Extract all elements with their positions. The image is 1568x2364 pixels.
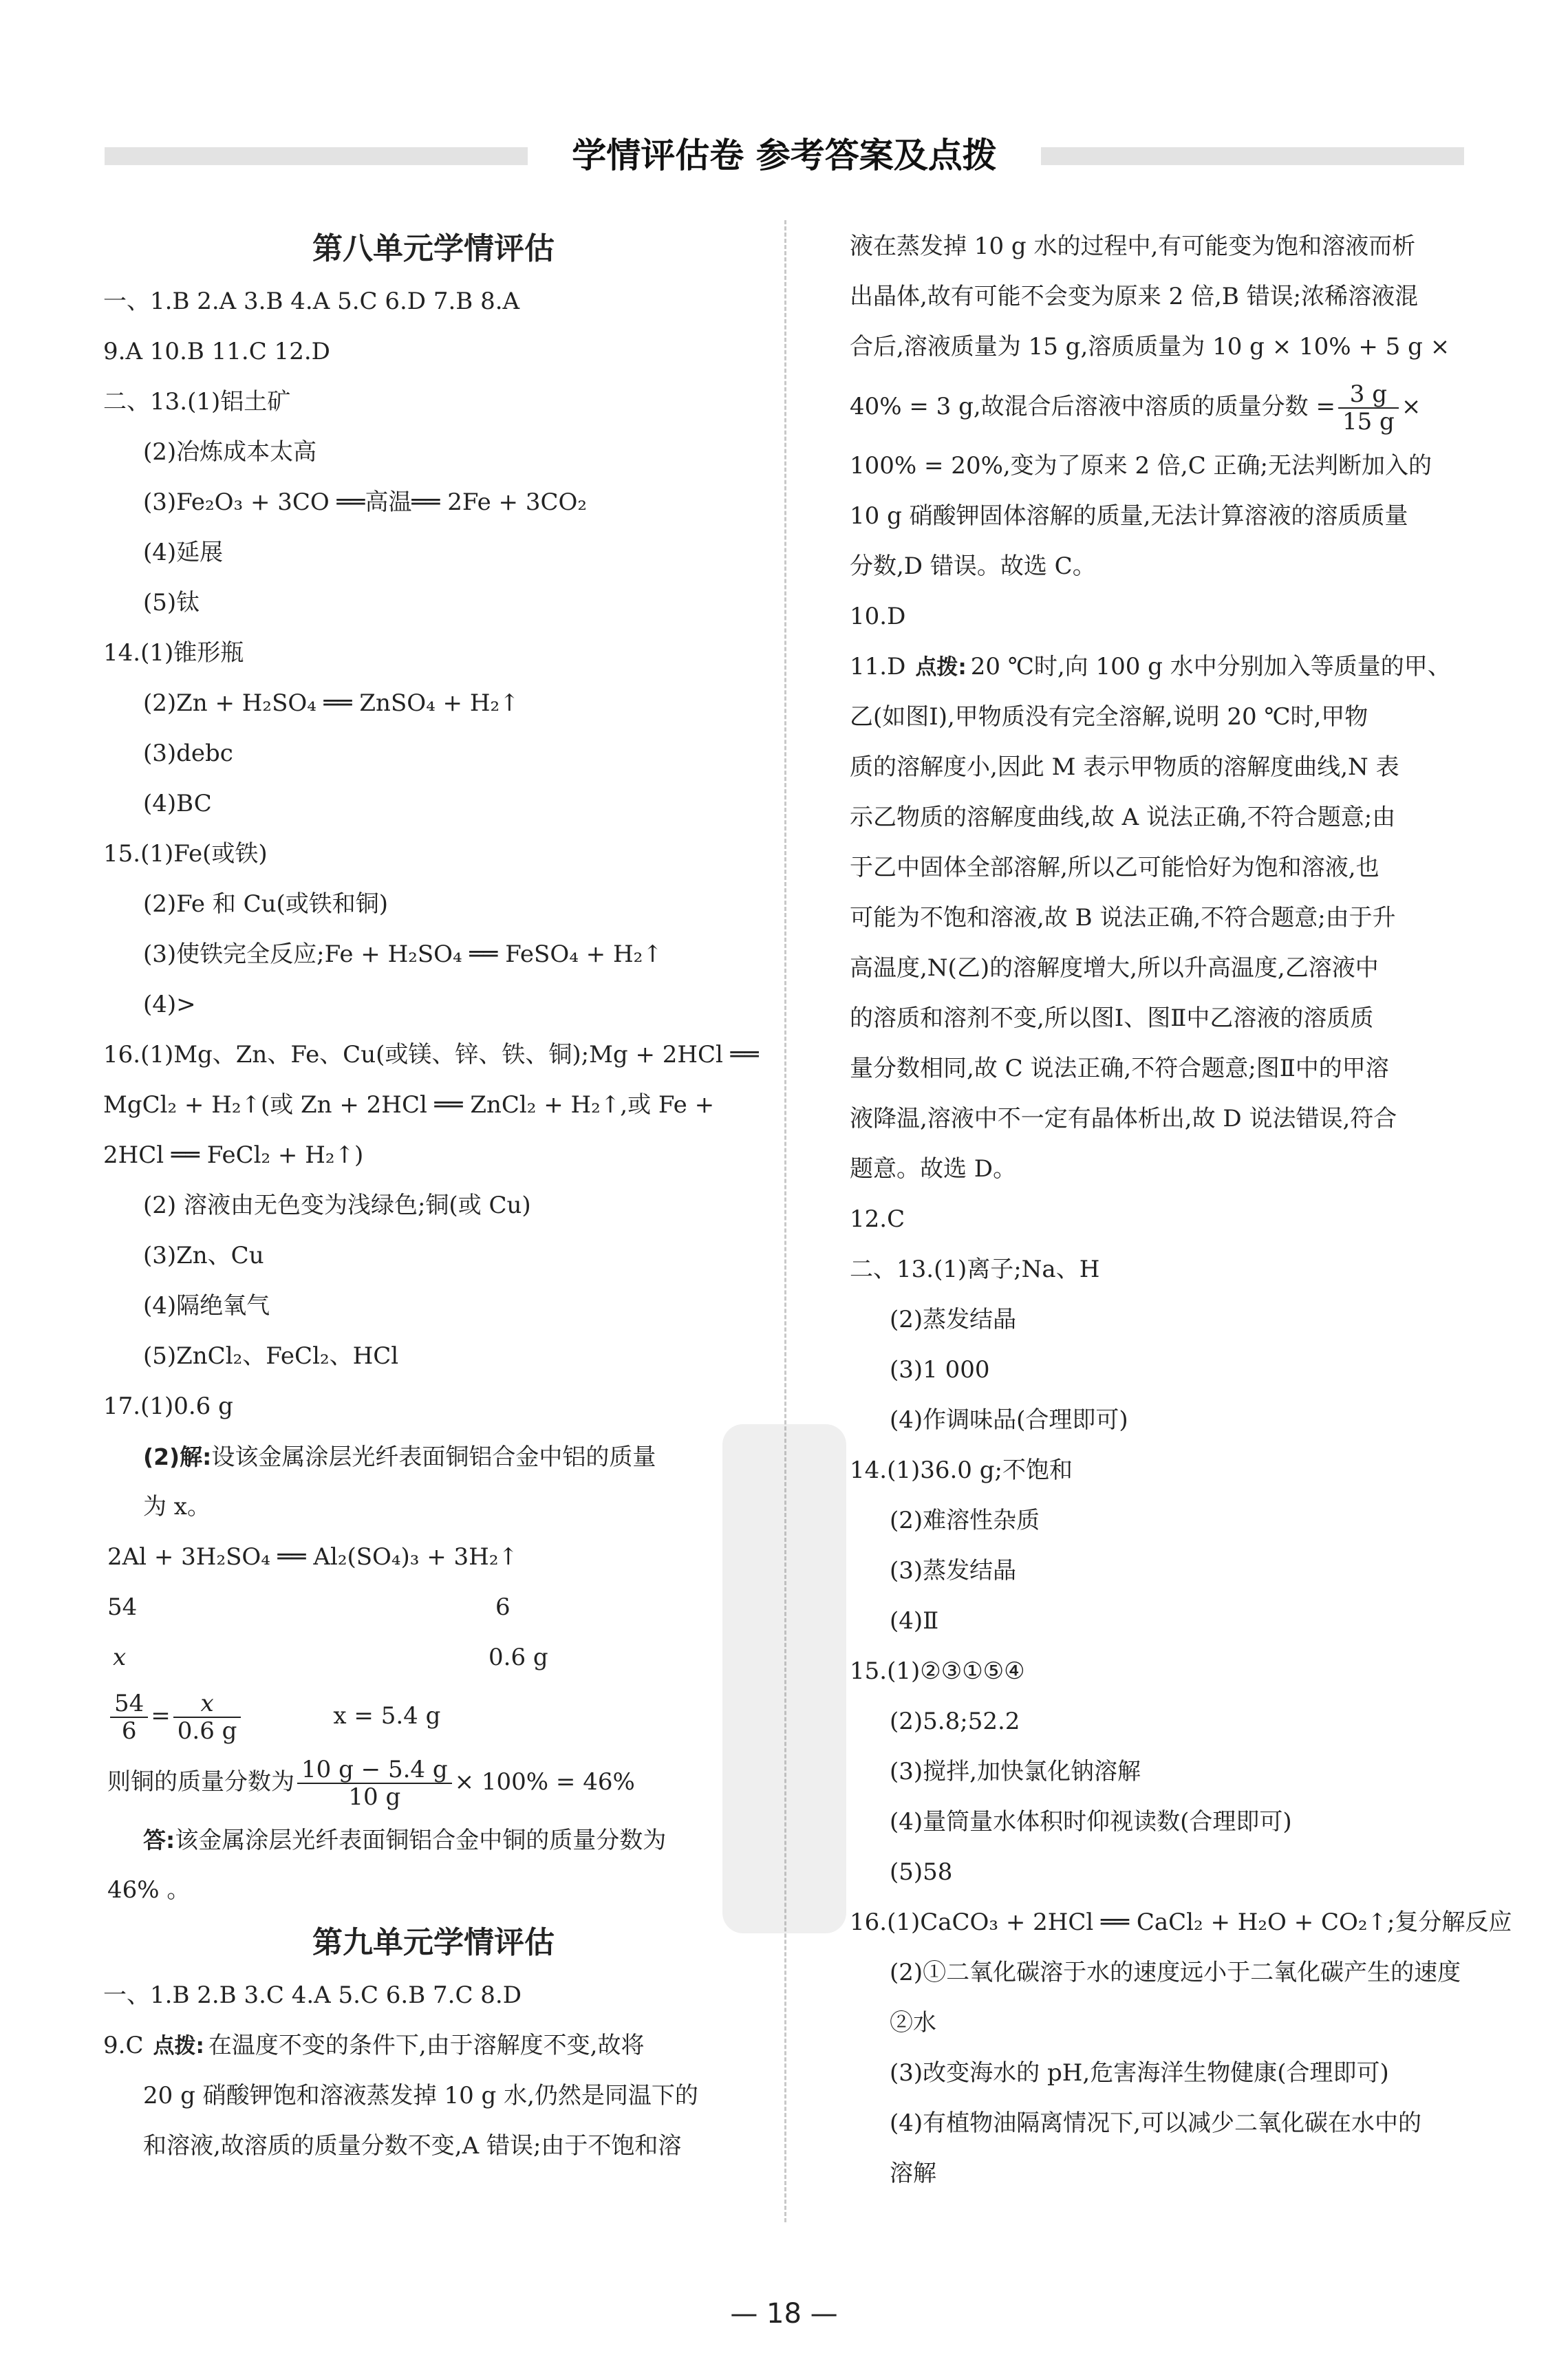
page-number: — 18 — (730, 2298, 838, 2330)
unit8-q17-copper-fraction: 则铜的质量分数为 $\frac{10 g - 5.4 g}{10 g}$ × 100% = 46% (107, 1756, 635, 1811)
unit8-q16-line: MgCl₂ + H₂↑(或 Zn + 2HCl ══ ZnCl₂ + H₂↑,或 Fe + (103, 1091, 715, 1119)
q11-line: 质的溶解度小,因此 M 表示甲物质的溶解度曲线,N 表 (850, 753, 1399, 781)
r-q15-line: (3)搅拌,加快氯化钠溶解 (890, 1758, 1141, 1785)
x-result: x = 5.4 g (333, 1702, 441, 1730)
fraction-54-6: $\frac{54}{6}$ (110, 1690, 148, 1744)
q11-line: 量分数相同,故 C 说法正确,不符合题意;图Ⅱ中的甲溶 (850, 1055, 1389, 1082)
unit8-q16-line: 2HCl ══ FeCl₂ + H₂↑) (103, 1141, 364, 1169)
r-q13-line: 二、13.(1)离子;Na、H (850, 1256, 1100, 1283)
q11-line: 题意。故选 D。 (850, 1155, 1017, 1183)
r-q16-line: (2)①二氧化碳溶于水的速度远小于二氧化碳产生的速度 (890, 1959, 1461, 1986)
unit8-q14-line: (4)BC (143, 790, 212, 817)
unit8-title: 第八单元学情评估 (312, 231, 555, 266)
q9-cont-line: 液在蒸发掉 10 g 水的过程中,有可能变为饱和溶液而析 (850, 233, 1416, 260)
ratio-mass: 0.6 g (488, 1644, 548, 1671)
r-q14-line: (3)蒸发结晶 (890, 1557, 1017, 1584)
q11-line: 可能为不饱和溶液,故 B 说法正确,不符合题意;由于升 (850, 904, 1396, 932)
r-q14-line: (2)难溶性杂质 (890, 1507, 1040, 1534)
unit8-q15-line: (3)使铁完全反应;Fe + H₂SO₄ ══ FeSO₄ + H₂↑ (143, 941, 663, 968)
r-q14-line: (4)Ⅱ (890, 1607, 939, 1635)
q11-line1: 11.D 点拨: 20 ℃时,向 100 g 水中分别加入等质量的甲、 (850, 653, 1451, 680)
unit8-q15-line: (4)> (143, 991, 196, 1018)
page-header (105, 135, 1464, 176)
unit9-q9-line3: 和溶液,故溶质的质量分数不变,A 错误;由于不饱和溶 (143, 2132, 682, 2160)
fraction-x-0.6: $\frac{x}{0.6 g}$ (173, 1690, 241, 1744)
q11-line: 示乙物质的溶解度曲线,故 A 说法正确,不符合题意;由 (850, 804, 1396, 831)
unit8-q16-line: (2) 溶液由无色变为浅绿色;铜(或 Cu) (143, 1192, 531, 1219)
unit8-mc-row1: 一、1.B 2.A 3.B 4.A 5.C 6.D 7.B 8.A (103, 288, 520, 315)
q11-line: 的溶质和溶剂不变,所以图Ⅰ、图Ⅱ中乙溶液的溶质质 (850, 1004, 1374, 1032)
unit8-q17-line3: 为 x。 (143, 1493, 211, 1521)
unit9-title: 第九单元学情评估 (312, 1925, 555, 1960)
unit8-q16-line: 16.(1)Mg、Zn、Fe、Cu(或镁、锌、铁、铜);Mg + 2HCl ══ (103, 1041, 759, 1068)
unit8-q17-answer2: 46% 。 (107, 1876, 191, 1904)
unit9-q9-line2: 20 g 硝酸钾饱和溶液蒸发掉 10 g 水,仍然是同温下的 (143, 2082, 698, 2109)
r-q14-line: 14.(1)36.0 g;不饱和 (850, 1457, 1073, 1484)
q9-cont2-line: 10 g 硝酸钾固体溶解的质量,无法计算溶液的溶质质量 (850, 502, 1408, 530)
unit8-q13-line: (5)钛 (143, 589, 200, 616)
unit8-q17-line1: 17.(1)0.6 g (103, 1393, 233, 1420)
r-q15-line: (2)5.8;52.2 (890, 1708, 1020, 1735)
fraction-copper: $\frac{10 g - 5.4 g}{10 g}$ (297, 1756, 452, 1810)
r-q16-line: (3)改变海水的 pH,危害海洋生物健康(合理即可) (890, 2059, 1389, 2087)
unit8-q17-answer: 答:该金属涂层光纤表面铜铝合金中铜的质量分数为 (143, 1827, 667, 1854)
r-q15-line: (5)58 (890, 1858, 953, 1886)
hint-label: 点拨: (153, 2034, 204, 2059)
unit8-q17-text: 设该金属涂层光纤表面铜铝合金中铝的质量 (211, 1443, 656, 1471)
q11-line: 于乙中固体全部溶解,所以乙可能恰好为饱和溶液,也 (850, 854, 1379, 881)
r-q15-line: 15.(1)②③①⑤④ (850, 1657, 1025, 1685)
left-column (103, 222, 764, 2171)
r-q13-line: (4)作调味品(合理即可) (890, 1406, 1128, 1434)
unit8-q17-ratio-row2 (103, 1633, 764, 1683)
q9-cont-line: 出晶体,故有可能不会变为原来 2 倍,B 错误;浓稀溶液混 (850, 283, 1419, 310)
unit8-q16-line: (4)隔绝氧气 (143, 1292, 270, 1320)
unit8-q15-line: (2)Fe 和 Cu(或铁和铜) (143, 890, 389, 918)
ratio-h2: 6 (495, 1593, 511, 1621)
header-title: 学情评估卷 参考答案及点拨 (572, 136, 997, 175)
unit8-q15-line: 15.(1)Fe(或铁) (103, 840, 268, 868)
q10-line: 10.D (850, 603, 906, 630)
r-q16-line: 溶解 (890, 2160, 936, 2187)
unit8-q17-ratio-row1 (103, 1582, 764, 1633)
q12-line: 12.C (850, 1205, 905, 1233)
fraction-3-15: $\frac{3 g}{15 g}$ (1338, 381, 1399, 435)
q9-cont2-line: 分数,D 错误。故选 C。 (850, 552, 1096, 580)
r-q16-line: ②水 (890, 2009, 936, 2037)
unit8-q16-line: (3)Zn、Cu (143, 1242, 264, 1269)
right-column (850, 222, 1510, 2199)
q9-cont2-line: 100% = 20%,变为了原来 2 倍,C 正确;无法判断加入的 (850, 452, 1432, 480)
q11-line: 高温度,N(乙)的溶解度增大,所以升高温度,乙溶液中 (850, 954, 1379, 982)
r-q13-line: (3)1 000 (890, 1356, 990, 1384)
r-q16-line: (4)有植物油隔离情况下,可以减少二氧化碳在水中的 (890, 2109, 1421, 2137)
unit8-q13-line: (2)冶炼成本太高 (143, 438, 317, 466)
unit8-q17-proportion: $\frac{54}{6}$ = $\frac{x}{0.6 g}$ x = 5.4 g (103, 1683, 764, 1749)
q9-cont-line: 合后,溶液质量为 15 g,溶质质量为 10 g × 10% + 5 g × (850, 333, 1450, 361)
unit8-q17-line2 (103, 1432, 764, 1482)
r-q15-line: (4)量筒量水体积时仰视读数(合理即可) (890, 1808, 1292, 1836)
unit8-q16-line: (5)ZnCl₂、FeCl₂、HCl (143, 1342, 399, 1370)
q9-fraction-line: 40% = 3 g,故混合后溶液中溶质的质量分数 = $\frac{3 g}{15 g}$ × (850, 380, 1421, 436)
hint-label: 点拨: (915, 655, 967, 680)
column-divider (784, 220, 786, 2222)
q11-line: 液降温,溶液中不一定有晶体析出,故 D 说法错误,符合 (850, 1105, 1397, 1132)
unit8-q13-line: (3)Fe₂O₃ + 3CO ══高温══ 2Fe + 3CO₂ (143, 488, 588, 516)
unit8-q13-line: 二、13.(1)铝土矿 (103, 388, 291, 416)
ratio-x: x (113, 1644, 127, 1671)
solution-label: (2)解: (143, 1443, 212, 1470)
q11-line: 乙(如图Ⅰ),甲物质没有完全溶解,说明 20 ℃时,甲物 (850, 703, 1368, 731)
unit9-mc-row1: 一、1.B 2.B 3.C 4.A 5.C 6.B 7.C 8.D (103, 1981, 522, 2009)
ratio-al: 54 (107, 1593, 138, 1621)
unit8-q13-line: (4)延展 (143, 539, 224, 566)
answer-label: 答: (143, 1827, 175, 1853)
unit8-mc-row2: 9.A 10.B 11.C 12.D (103, 338, 330, 365)
unit8-q14-line: (2)Zn + H₂SO₄ ══ ZnSO₄ + H₂↑ (143, 689, 519, 717)
unit8-q14-line: 14.(1)锥形瓶 (103, 639, 244, 667)
unit8-q17-equation: 2Al + 3H₂SO₄ ══ Al₂(SO₄)₃ + 3H₂↑ (107, 1543, 518, 1571)
unit8-q14-line: (3)debc (143, 740, 233, 767)
r-q13-line: (2)蒸发结晶 (890, 1306, 1017, 1333)
r-q16-line: 16.(1)CaCO₃ + 2HCl ══ CaCl₂ + H₂O + CO₂↑;复分解反应 (850, 1909, 1512, 1936)
unit9-q9-line1: 9.C 点拨: 在温度不变的条件下,由于溶解度不变,故将 (103, 2032, 645, 2059)
